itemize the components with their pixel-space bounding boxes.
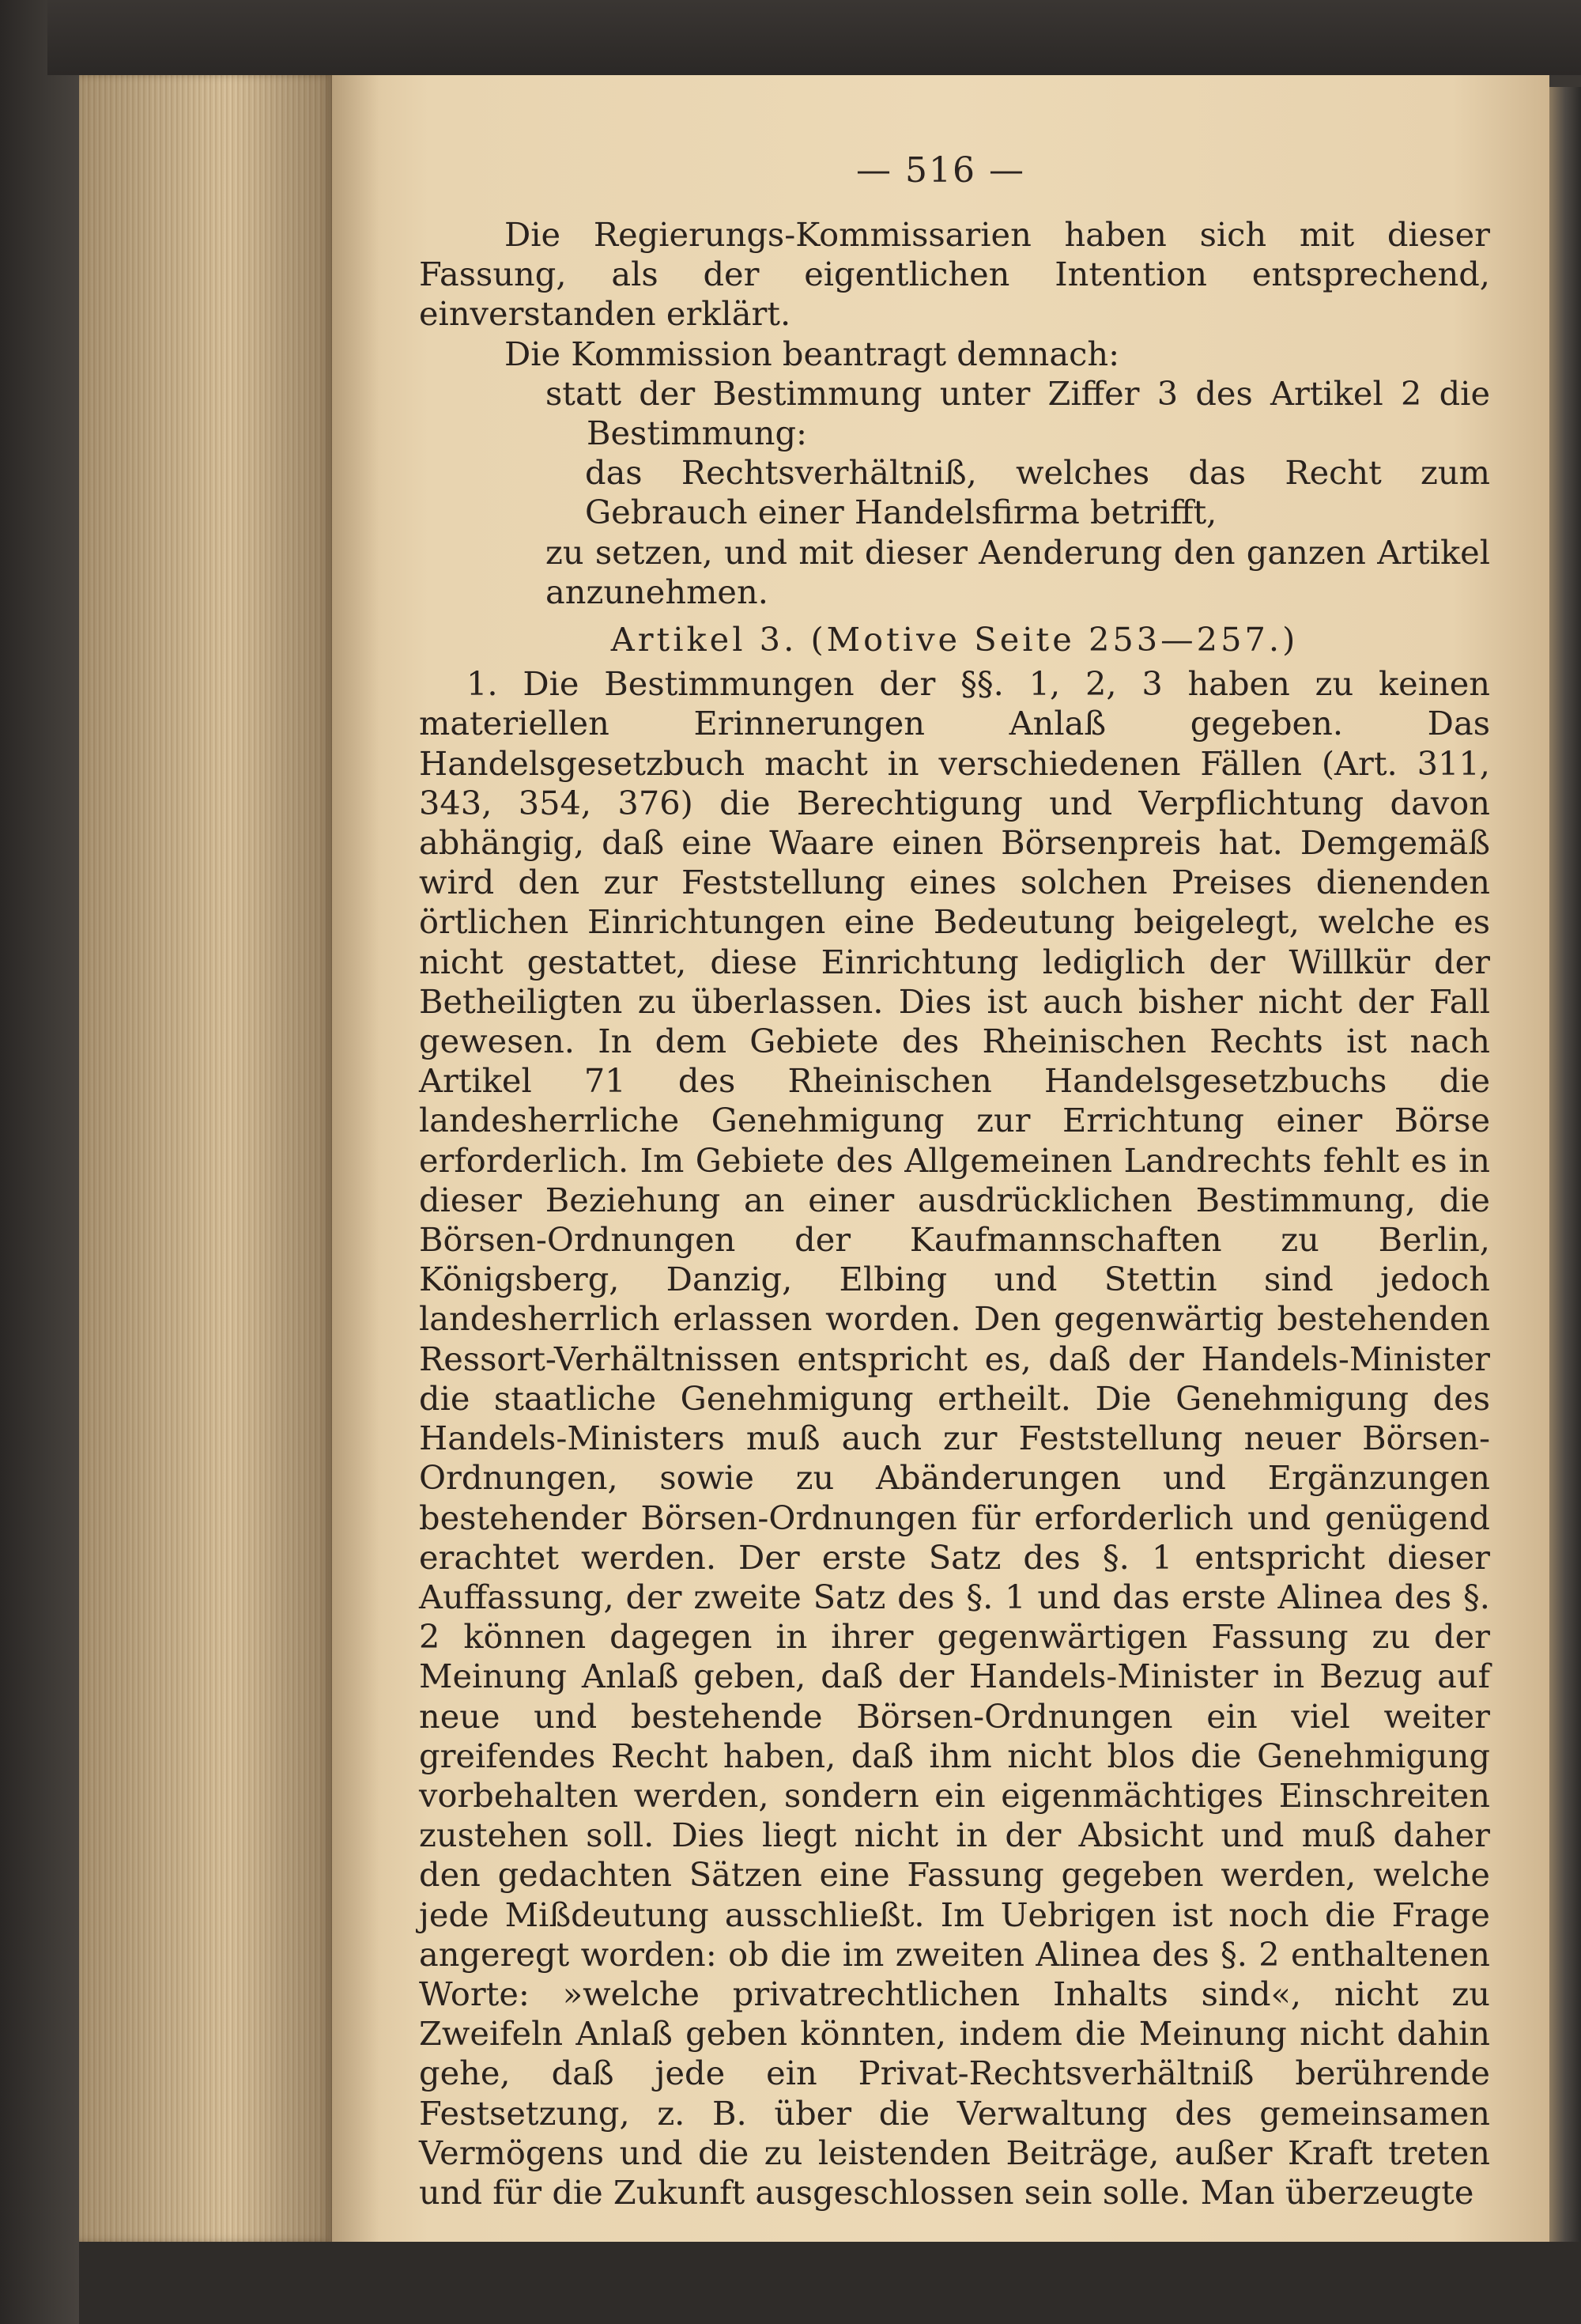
section-heading: Artikel 3. (Motive Seite 253—257.) xyxy=(610,620,1299,659)
paragraph-1: Die Regierungs-Kommissarien haben sich mit dieser Fassung, als der eigentlichen Intention entsprechend, einverstanden erklärt. xyxy=(419,215,1490,334)
proposal-line-1: statt der Bestimmung unter Ziffer 3 des Artikel 2 die Bestimmung: xyxy=(545,373,1490,453)
gutter-shadow xyxy=(332,75,379,2242)
book-cover-top xyxy=(47,0,1581,75)
page-body-text xyxy=(419,215,1490,2213)
book-cover-right xyxy=(1549,87,1581,2324)
proposal-line-2: zu setzen, und mit dieser Aenderung den ganzen Artikel anzunehmen. xyxy=(545,532,1490,611)
book-shadow-left xyxy=(0,0,87,2324)
paragraph-2: Die Kommission beantragt demnach: xyxy=(504,334,1120,373)
page-edges-shading xyxy=(79,75,332,2242)
book-cover-bottom xyxy=(79,2242,1581,2324)
paragraph-main: 1. Die Bestimmungen der §§. 1, 2, 3 haben zu keinen materiellen Erinnerungen Anlaß gegeben. Das Handelsgesetzbuch macht in verschiedenen Fällen (Art. 311, 343, 354, 376) die Berechtigung und Verpflichtung davon abhängig, daß eine Waare einen Börsenpreis hat. Demgemäß wird den zur Feststellung eines solchen Preises dienenden örtlichen Einrichtungen eine Bedeutung beigelegt, welche es nicht gestattet, diese Einrichtung lediglich der Willkür der Betheiligten zu überlassen. Dies ist auch bisher nicht der Fall gewesen. In dem Gebiete des Rheinischen Rechts ist nach Artikel 71 des Rheinischen Handelsgesetzbuchs die landesherrliche Genehmigung zur Errichtung einer Börse erforderlich. Im Gebiete des Allgemeinen Landrechts fehlt es in dieser Beziehung an einer ausdrücklichen Bestimmung, die Börsen-Ordnungen der Kaufmannschaften zu Berlin, Königsberg, Danzig, Elbing und Stettin sind jedoch landesherrlich erlassen worden. Den gegenwärtig bestehenden Ressort-Verhältnissen entspricht es, daß der Handels-Minister die staatliche Genehmigung ertheilt. Die Genehmigung des Handels-Ministers muß auch zur Feststellung neuer Börsen-Ordnungen, sowie zu Abänderungen und Ergänzungen bestehender Börsen-Ordnungen für erforderlich und genügend erachtet werden. Der erste Satz des §. 1 entspricht dieser Auffassung, der zweite Satz des §. 1 und das erste Alinea des §. 2 können dagegen in ihrer gegenwärtigen Fassung zu der Meinung Anlaß geben, daß der Handels-Minister in Bezug auf neue und bestehende Börsen-Ordnungen ein viel weiter greifendes Recht haben, daß ihm nicht blos die Genehmigung vorbehalten werden, sondern ein eigenmächtiges Einschreiten zustehen soll. Dies liegt nicht in der Absicht und muß daher den gedachten Sätzen eine Fassung gegeben werden, welche jede Mißdeutung ausschließt. Im Uebrigen ist noch die Frage angeregt worden: ob die im zweiten Alinea des §. 2 enthaltenen Worte: »welche privatrechtlichen Inhalts sind«, nicht zu Zweifeln Anlaß geben könnten, indem die Meinung nicht dahin gehe, daß jede ein Privat-Rechtsverhältniß berührende Festsetzung, z. B. über die Verwaltung des gemeinsamen Vermögens und die zu leistenden Beiträge, außer Kraft treten und für die Zukunft ausgeschlossen sein solle. Man überzeugte xyxy=(419,664,1490,2212)
proposal-quote: das Rechtsverhältniß, welches das Recht zum Gebrauch einer Handelsfirma betrifft, xyxy=(585,453,1490,532)
page-number-header: — 516 — xyxy=(856,150,1025,191)
